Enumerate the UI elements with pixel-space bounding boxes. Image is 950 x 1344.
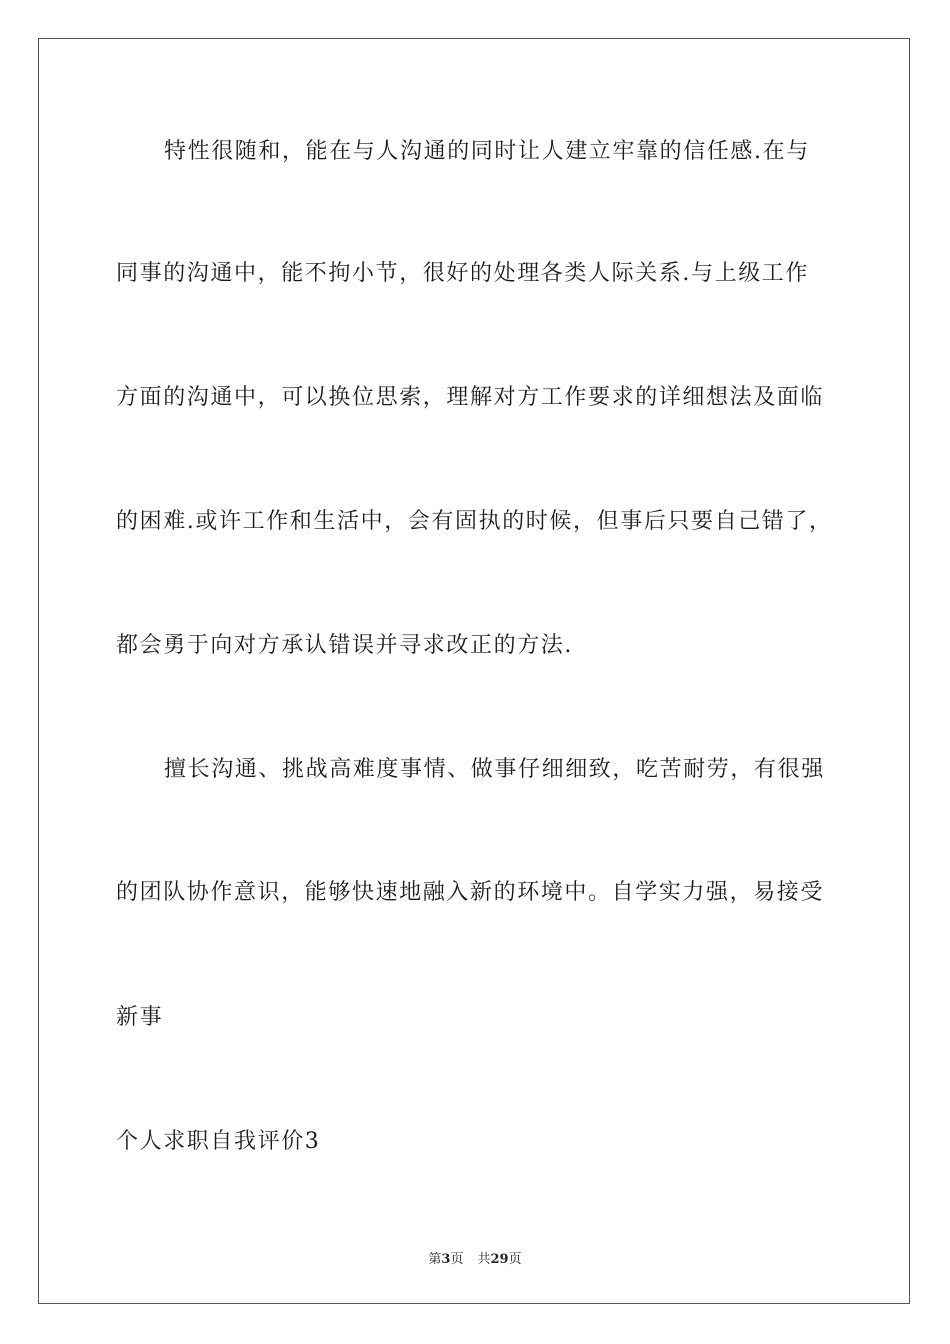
footer-total-pages: 29	[490, 1252, 509, 1267]
page-border	[38, 38, 910, 1304]
footer-page-prefix: 第	[428, 1252, 442, 1267]
paragraph-1-line-2: 同事的沟通中，能不拘小节，很好的处理各类人际关系.与上级工作	[116, 261, 809, 286]
paragraph-2-line-2: 的团队协作意识，能够快速地融入新的环境中。自学实力强，易接受	[116, 880, 825, 905]
section-heading: 个人求职自我评价3	[116, 1129, 321, 1154]
footer-page-suffix: 页	[450, 1252, 464, 1267]
footer-total-prefix: 共	[477, 1252, 491, 1267]
footer-total-suffix: 页	[508, 1252, 522, 1267]
paragraph-1-line-5: 都会勇于向对方承认错误并寻求改正的方法.	[116, 633, 573, 658]
paragraph-1-line-1: 特性很随和，能在与人沟通的同时让人建立牢靠的信任感.在与	[164, 139, 810, 164]
page-footer	[0, 1248, 950, 1267]
paragraph-1-line-3: 方面的沟通中，可以换位思索，理解对方工作要求的详细想法及面临	[116, 385, 825, 410]
paragraph-1-line-4: 的困难.或许工作和生活中，会有固执的时候，但事后只要自己错了，	[116, 509, 833, 534]
paragraph-2-line-1: 擅长沟通、挑战高难度事情、做事仔细细致，吃苦耐劳，有很强	[164, 757, 825, 782]
paragraph-2-line-3: 新事	[116, 1005, 164, 1030]
footer-page-number: 3	[441, 1252, 451, 1267]
